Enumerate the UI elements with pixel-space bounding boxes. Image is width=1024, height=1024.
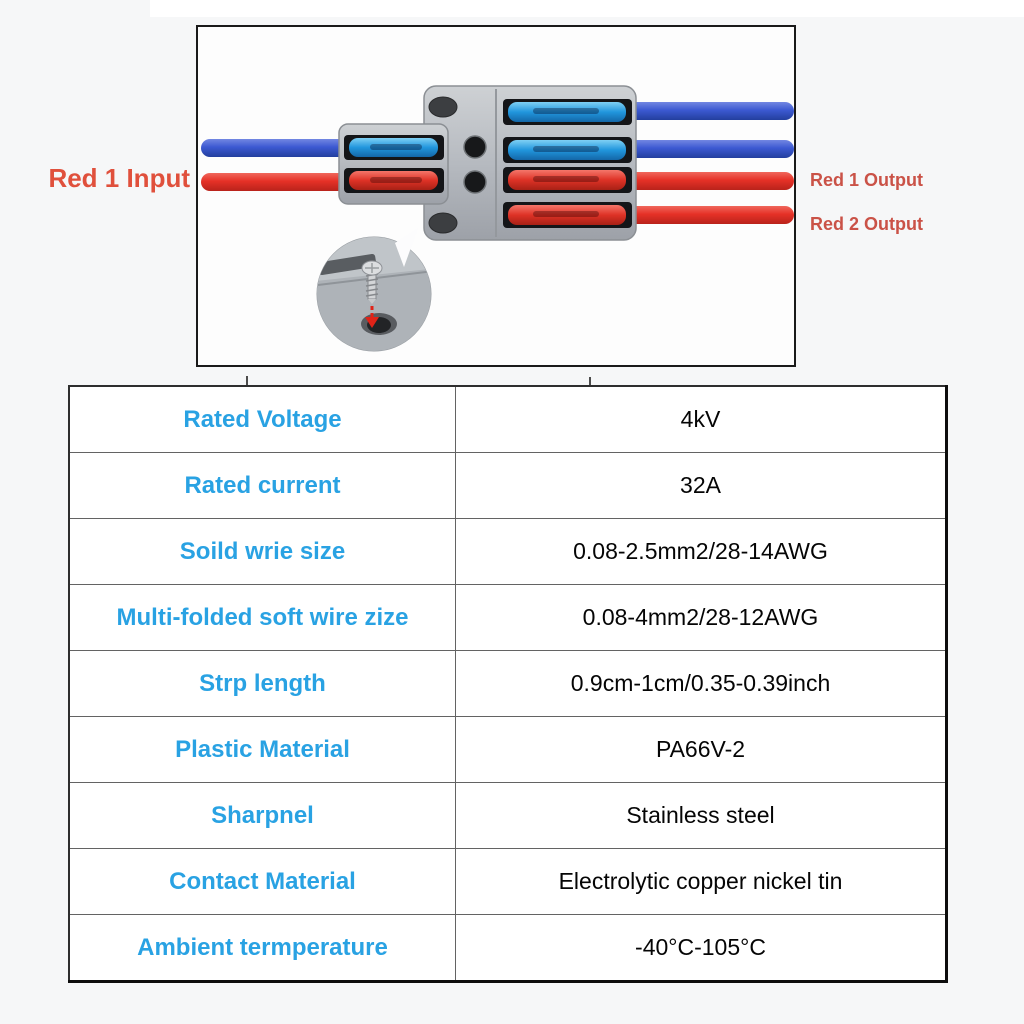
mounting-screw-inset <box>307 223 445 365</box>
spec-label: Plastic Material <box>69 717 456 783</box>
spec-label: Multi-folded soft wire zize <box>69 585 456 651</box>
spec-value: 0.9cm-1cm/0.35-0.39inch <box>456 651 947 717</box>
spec-value: 0.08-2.5mm2/28-14AWG <box>456 519 947 585</box>
spec-label: Strp length <box>69 651 456 717</box>
spec-row <box>69 585 947 651</box>
spec-label: Sharpnel <box>69 783 456 849</box>
spec-row <box>69 783 947 849</box>
spec-table <box>68 385 948 983</box>
label-red2-output: Red 2 Output <box>810 214 923 234</box>
spec-row <box>69 519 947 585</box>
center-hole-top <box>464 136 486 158</box>
spec-value: PA66V-2 <box>456 717 947 783</box>
spec-label: Ambient termperature <box>69 915 456 982</box>
label-red1-output: Red 1 Output <box>810 170 923 190</box>
spec-row <box>69 453 947 519</box>
center-hole-bottom <box>464 171 486 193</box>
product-photo-frame <box>196 25 796 367</box>
spec-value: Stainless steel <box>456 783 947 849</box>
spec-row <box>69 717 947 783</box>
spec-table-body <box>69 386 947 982</box>
spec-value: 0.08-4mm2/28-12AWG <box>456 585 947 651</box>
spec-value: -40°C-105°C <box>456 915 947 982</box>
spec-value: Electrolytic copper nickel tin <box>456 849 947 915</box>
spec-value: 4kV <box>456 386 947 453</box>
top-white-band <box>150 0 1024 17</box>
mount-pin-top <box>429 97 457 117</box>
spec-label: Rated Voltage <box>69 386 456 453</box>
spec-row <box>69 651 947 717</box>
spec-row <box>69 849 947 915</box>
wire-connector-illustration <box>198 27 794 365</box>
mount-pin-bottom <box>429 213 457 233</box>
spec-label: Rated current <box>69 453 456 519</box>
spec-label: Contact Material <box>69 849 456 915</box>
spec-value: 32A <box>456 453 947 519</box>
spec-label: Soild wrie size <box>69 519 456 585</box>
label-red1-input: Red 1 Input <box>48 163 190 193</box>
spec-row <box>69 386 947 453</box>
spec-row <box>69 915 947 982</box>
